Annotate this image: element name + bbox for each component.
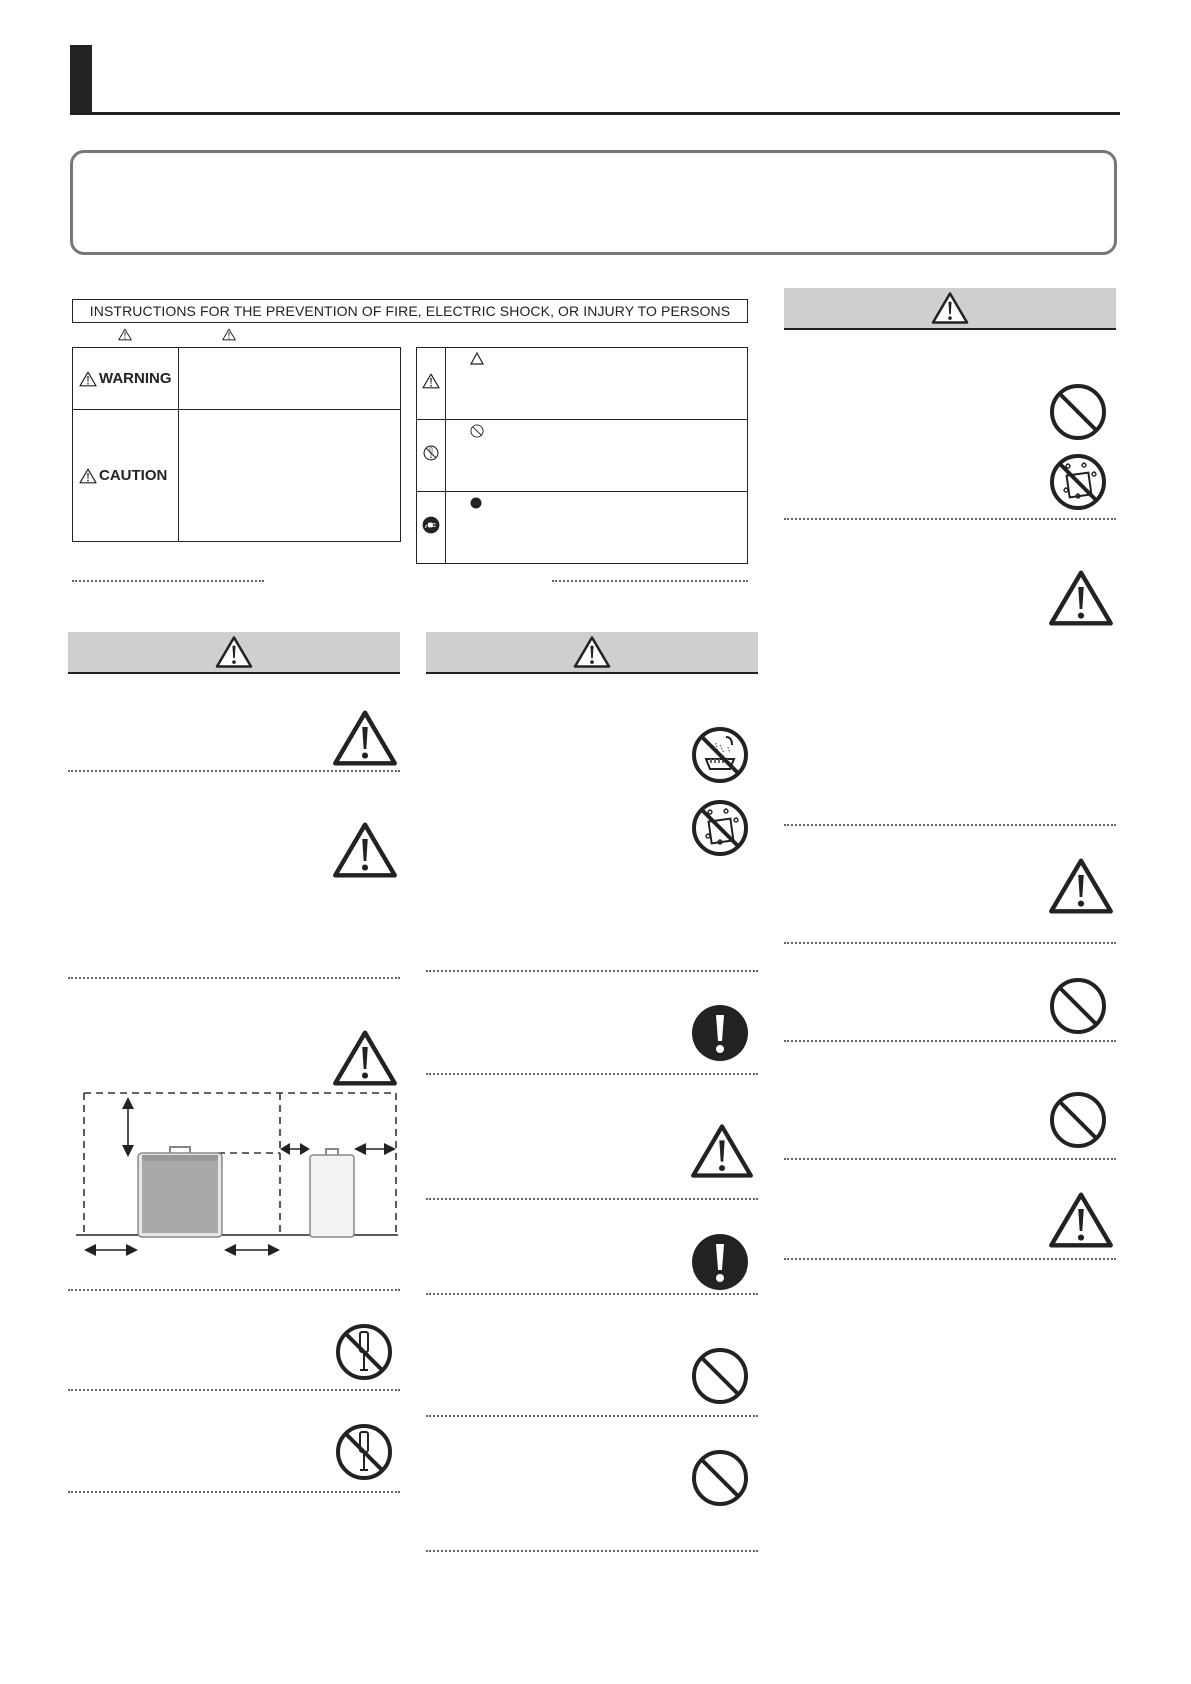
divider [552, 580, 748, 582]
warning-triangle-icon [332, 1028, 398, 1088]
prohibited-circle-icon [1048, 382, 1108, 442]
title-rule [70, 112, 1120, 115]
mandatory-action-icon [690, 1003, 750, 1063]
divider [426, 970, 758, 972]
divider [426, 1198, 758, 1200]
warning-caution-legend [72, 347, 401, 542]
warning-triangle-icon [690, 1122, 754, 1180]
warning-triangle-icon [1048, 856, 1114, 916]
prohibited-circle-icon [1048, 976, 1108, 1036]
filled-circle-icon [470, 497, 482, 509]
warning-triangle-icon [1048, 1190, 1114, 1250]
divider [784, 1258, 1116, 1260]
section-tab-marker [70, 45, 92, 115]
mandatory-action-icon [690, 1232, 750, 1292]
warning-triangle-icon [1048, 568, 1114, 628]
warning-triangle-icon [222, 328, 236, 341]
legend-caution-description [179, 410, 401, 542]
divider [426, 1073, 758, 1075]
no-disassemble-icon [334, 1322, 394, 1382]
divider [426, 1550, 758, 1552]
warning-section-header [426, 632, 758, 674]
warning-triangle-icon [422, 373, 440, 389]
divider [784, 824, 1116, 826]
warning-section-header [784, 288, 1116, 330]
prohibited-circle-icon [690, 1448, 750, 1508]
divider [426, 1415, 758, 1417]
no-water-icon [1048, 452, 1108, 512]
divider [68, 977, 400, 979]
warning-section-header [68, 632, 400, 674]
divider [68, 770, 400, 772]
warning-triangle-icon [79, 468, 97, 484]
warning-triangle-icon [118, 328, 132, 341]
no-water-icon [690, 725, 750, 785]
clearance-diagram [76, 1085, 406, 1265]
intro-box [70, 150, 1117, 255]
warning-triangle-icon [332, 820, 398, 880]
no-disassemble-icon [334, 1422, 394, 1482]
legend-warning-description [179, 348, 401, 410]
prohibited-circle-icon [1048, 1090, 1108, 1150]
warning-triangle-icon [79, 371, 97, 387]
warning-triangle-icon [332, 708, 398, 768]
warning-triangle-icon [215, 635, 253, 669]
divider [784, 942, 1116, 944]
divider [784, 1040, 1116, 1042]
legend-warning-cell [73, 348, 179, 410]
triangle-outline-icon [470, 352, 484, 365]
divider [68, 1289, 400, 1291]
legend-mandatory-description [446, 492, 748, 564]
no-disassemble-icon [423, 445, 439, 461]
no-water-icon [690, 798, 750, 858]
divider [784, 518, 1116, 520]
warning-triangle-icon [931, 291, 969, 325]
legend-triangle-description [446, 348, 748, 420]
prohibited-circle-icon [470, 424, 484, 438]
unplug-icon [422, 516, 440, 534]
legend-mandatory-cell [417, 492, 446, 564]
instructions-banner: INSTRUCTIONS FOR THE PREVENTION OF FIRE, ELECTRIC SHOCK, OR INJURY TO PERSONS [72, 299, 748, 323]
legend-caution-cell [73, 410, 179, 542]
legend-prohibited-description [446, 420, 748, 492]
divider [72, 580, 264, 582]
legend-prohibited-cell [417, 420, 446, 492]
divider [68, 1491, 400, 1493]
legend-triangle-cell [417, 348, 446, 420]
divider [68, 1389, 400, 1391]
divider [426, 1293, 758, 1295]
caution-label: CAUTION [99, 467, 168, 484]
warning-label: WARNING [99, 370, 172, 387]
prohibited-circle-icon [690, 1346, 750, 1406]
symbol-legend [416, 347, 748, 564]
warning-triangle-icon [573, 635, 611, 669]
divider [784, 1158, 1116, 1160]
